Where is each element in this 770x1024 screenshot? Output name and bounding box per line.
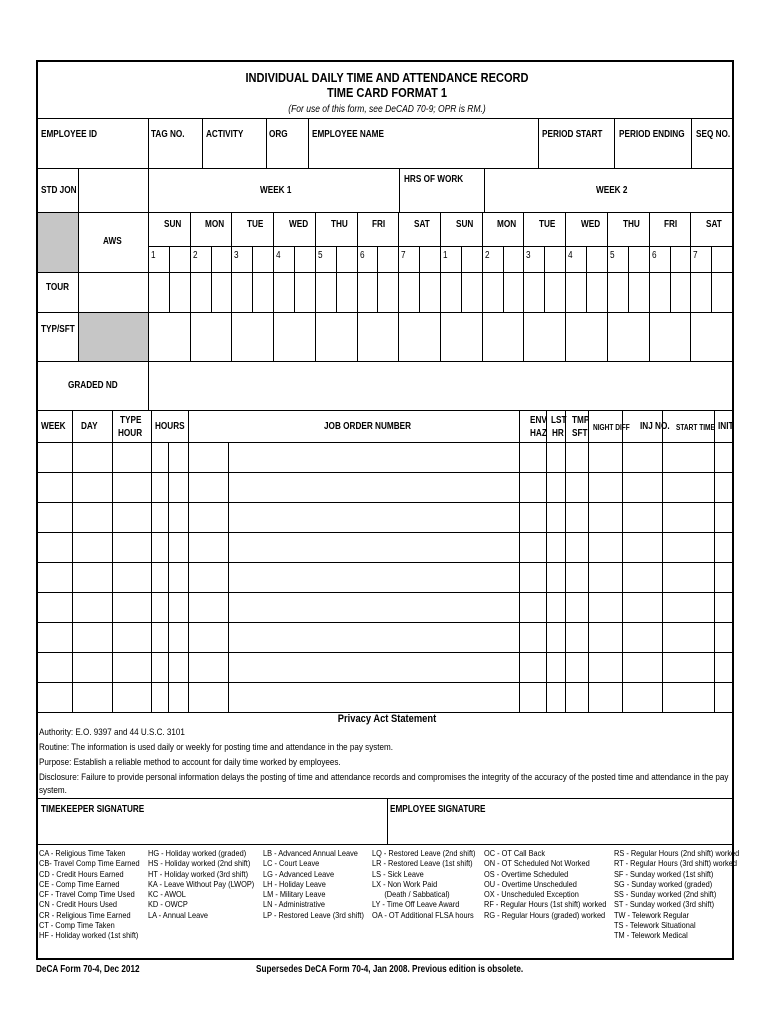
init-col-header: INIT — [718, 421, 734, 432]
graded-nd-cell-6[interactable] — [358, 362, 398, 409]
detail-entry-row-1[interactable] — [38, 443, 732, 472]
day-number-2: 2 — [192, 250, 198, 261]
timekeeper-signature-label: TIMEKEEPER SIGNATURE — [41, 804, 145, 815]
org-label: ORG — [269, 129, 288, 140]
employee-id-label: EMPLOYEE ID — [41, 129, 98, 140]
period-start-label: PERIOD START — [542, 129, 603, 140]
typ-sft-cell-10[interactable] — [524, 313, 564, 360]
grid-divider — [148, 361, 149, 410]
tour-cell-10[interactable] — [524, 273, 564, 311]
week2-label: WEEK 2 — [596, 185, 628, 196]
code-entry: LX - Non Work Paid — [372, 878, 438, 889]
day-number-3: 3 — [234, 250, 239, 261]
typ-sft-cell-7[interactable] — [399, 313, 439, 360]
code-entry: CR - Religious Time Earned — [39, 909, 131, 920]
code-entry: SS - Sunday worked (2nd shift) — [614, 889, 717, 900]
day-number-7: 7 — [401, 250, 406, 261]
tour-cell-12[interactable] — [608, 273, 648, 311]
code-entry: LS - Sick Leave — [372, 868, 424, 879]
period-start-field[interactable] — [539, 119, 614, 168]
activity-label: ACTIVITY — [206, 129, 244, 140]
tour-cell-5[interactable] — [316, 273, 356, 311]
code-entry: RT - Regular Hours (3rd shift) worked — [614, 858, 737, 869]
graded-nd-cell-7[interactable] — [399, 362, 439, 409]
day-name-8: SUN — [455, 219, 474, 230]
code-entry: LG - Advanced Leave — [263, 868, 335, 879]
typ-sft-cell-1[interactable] — [149, 313, 189, 360]
code-entry: TM - Telework Medical — [614, 930, 688, 941]
detail-entry-row-8[interactable] — [38, 653, 732, 682]
job-order-number-col-header: JOB ORDER NUMBER — [324, 421, 412, 432]
typ-sft-cell-6[interactable] — [358, 313, 398, 360]
day-name-10: TUE — [539, 219, 556, 230]
code-entry: KC - AWOL — [148, 889, 186, 900]
env-haz-col-header-line2: HAZ — [530, 428, 547, 439]
env-haz-col-header-line1: ENV — [530, 415, 547, 426]
privacy-disclosure-cont: system. — [39, 785, 67, 796]
typ-sft-cell-5[interactable] — [316, 313, 356, 360]
tmp-sft-col-header-line2: SFT — [572, 428, 588, 439]
tour-cell-3[interactable] — [232, 273, 272, 311]
day-col-header: DAY — [81, 421, 98, 432]
code-entry: OA - OT Additional FLSA hours — [372, 909, 474, 920]
day-name-14: SAT — [706, 219, 722, 230]
usage-note: (For use of this form, see DeCAD 70-9; OPR is RM.) — [288, 104, 486, 115]
code-entry: OS - Overtime Scheduled — [484, 868, 569, 879]
week1-label: WEEK 1 — [260, 185, 292, 196]
code-entry: CN - Credit Hours Used — [39, 899, 118, 910]
detail-entry-row-7[interactable] — [38, 623, 732, 652]
code-entry: OX - Unscheduled Exception — [484, 889, 579, 900]
privacy-routine: Routine: The information is used daily or weekly for posting time and attendance in the pay system. — [39, 742, 393, 753]
tour-cell-8[interactable] — [441, 273, 481, 311]
graded-nd-cell-10[interactable] — [524, 362, 564, 409]
code-entry: TW - Telework Regular — [614, 909, 690, 920]
activity-field[interactable] — [203, 119, 266, 168]
code-entry: TS - Telework Situational — [614, 920, 696, 931]
code-entry: LY - Time Off Leave Award — [372, 899, 460, 910]
graded-nd-cell-5[interactable] — [316, 362, 356, 409]
code-entry: (Death / Sabbatical) — [372, 889, 450, 900]
code-entry: OU - Overtime Unscheduled — [484, 878, 577, 889]
code-entry: CF - Travel Comp Time Used — [39, 889, 135, 900]
lst-hr-col-header-line1: LST — [551, 415, 567, 426]
code-entry: RF - Regular Hours (1st shift) worked — [484, 899, 607, 910]
graded-nd-cell-8[interactable] — [441, 362, 481, 409]
codes-column-2 — [148, 848, 254, 920]
graded-nd-cell-14[interactable] — [691, 362, 731, 409]
week-col-header: WEEK — [41, 421, 66, 432]
codes-column-6 — [614, 848, 739, 941]
day-number-13: 6 — [651, 250, 657, 261]
day-number-14: 7 — [693, 250, 698, 261]
supersedes-note: Supersedes DeCA Form 70-4, Jan 2008. Previous edition is obsolete. — [256, 964, 524, 975]
tour-cell-2[interactable] — [191, 273, 231, 311]
code-entry: KA - Leave Without Pay (LWOP) — [148, 878, 255, 889]
detail-entry-row-6[interactable] — [38, 593, 732, 622]
code-entry: CD - Credit Hours Earned — [39, 868, 124, 879]
employee-id-field[interactable] — [38, 119, 148, 168]
graded-nd-cell-13[interactable] — [650, 362, 690, 409]
typ-sft-label: TYP/SFT — [41, 324, 75, 335]
form-title: INDIVIDUAL DAILY TIME AND ATTENDANCE RECORD — [245, 70, 529, 85]
hours-col-header: HOURS — [155, 421, 185, 432]
day-number-8: 1 — [443, 250, 448, 261]
detail-entry-row-5[interactable] — [38, 563, 732, 592]
day-name-11: WED — [580, 219, 601, 230]
code-entry: SG - Sunday worked (graded) — [614, 878, 713, 889]
privacy-purpose: Purpose: Establish a reliable method to account for daily time worked by employees. — [39, 757, 341, 768]
typ-sft-cell-9[interactable] — [483, 313, 523, 360]
day-name-3: TUE — [247, 219, 264, 230]
day-name-12: THU — [622, 219, 640, 230]
code-entry: CE - Comp Time Earned — [39, 878, 120, 889]
privacy-heading: Privacy Act Statement — [337, 713, 437, 725]
graded-nd-cell-1[interactable] — [149, 362, 189, 409]
day-number-12: 5 — [609, 250, 615, 261]
org-field[interactable] — [267, 119, 308, 168]
codes-column-4 — [372, 848, 476, 920]
code-entry: CT - Comp Time Taken — [39, 920, 115, 931]
typ-sft-cell-4[interactable] — [274, 313, 314, 360]
day-name-4: WED — [288, 219, 309, 230]
tour-cell-14[interactable] — [691, 273, 731, 311]
code-entry: RS - Regular Hours (2nd shift) worked — [614, 848, 740, 858]
day-name-13: FRI — [664, 219, 678, 230]
day-number-4: 4 — [276, 250, 281, 261]
std-jon-label: STD JON — [41, 185, 77, 196]
grid-divider — [148, 246, 732, 247]
tour-cell-7[interactable] — [399, 273, 439, 311]
day-name-1: SUN — [163, 219, 182, 230]
detail-entry-row-9[interactable] — [38, 683, 732, 712]
graded-nd-cell-9[interactable] — [483, 362, 523, 409]
shaded-cell — [38, 213, 78, 272]
privacy-authority: Authority: E.O. 9397 and 44 U.S.C. 3101 — [39, 727, 185, 738]
code-entry: HF - Holiday worked (1st shift) — [39, 930, 139, 941]
day-name-7: SAT — [414, 219, 430, 230]
code-entry: SF - Sunday worked (1st shift) — [614, 868, 714, 879]
day-number-5: 5 — [317, 250, 323, 261]
code-entry: KD - OWCP — [148, 899, 188, 910]
form-subtitle: TIME CARD FORMAT 1 — [326, 85, 448, 100]
inj-no-col-header: INJ NO. — [640, 421, 670, 432]
day-name-2: MON — [205, 219, 225, 230]
tour-label: TOUR — [46, 282, 70, 293]
graded-nd-cell-4[interactable] — [274, 362, 314, 409]
tag-no-label: TAG NO. — [151, 129, 185, 140]
graded-nd-cell-12[interactable] — [608, 362, 648, 409]
type-hour-col-header-line2: HOUR — [118, 428, 143, 439]
typ-sft-cell-11[interactable] — [566, 313, 606, 360]
codes-column-5 — [484, 848, 606, 920]
graded-nd-cell-11[interactable] — [566, 362, 606, 409]
typ-sft-cell-14[interactable] — [691, 313, 731, 360]
type-hour-col-header-line1: TYPE — [120, 415, 142, 426]
code-entry: OC - OT Call Back — [484, 848, 546, 858]
code-entry: CB- Travel Comp Time Earned — [39, 858, 140, 869]
detail-entry-row-4[interactable] — [38, 533, 732, 562]
graded-nd-cell-2[interactable] — [191, 362, 231, 409]
detail-entry-row-2[interactable] — [38, 473, 732, 502]
employee-signature-field[interactable] — [388, 818, 732, 844]
codes-column-3 — [263, 848, 364, 920]
night-diff-col-header: NIGHT DIFF — [593, 423, 630, 432]
seq-no-field[interactable] — [692, 119, 732, 168]
code-entry: HS - Holiday worked (2nd shift) — [148, 858, 251, 869]
tour-cell-1[interactable] — [149, 273, 189, 311]
tmp-sft-col-header-line1: TMP — [572, 415, 590, 426]
tour-cell-9[interactable] — [483, 273, 523, 311]
aws-label: AWS — [103, 236, 122, 247]
period-ending-field[interactable] — [615, 119, 691, 168]
code-entry: ST - Sunday worked (3rd shift) — [614, 899, 715, 910]
seq-no-label: SEQ NO. — [696, 129, 731, 140]
code-entry: LM - Military Leave — [263, 889, 326, 900]
code-entry: ON - OT Scheduled Not Worked — [484, 858, 590, 869]
code-entry: RG - Regular Hours (graded) worked — [484, 909, 606, 920]
period-ending-label: PERIOD ENDING — [619, 129, 685, 140]
tour-cell-11[interactable] — [566, 273, 606, 311]
day-number-11: 4 — [568, 250, 573, 261]
code-entry: HT - Holiday worked (3rd shift) — [148, 868, 249, 879]
codes-column-1 — [39, 848, 140, 941]
shaded-cell — [79, 313, 148, 361]
lst-hr-col-header-line2: HR — [552, 428, 564, 439]
code-entry: LP - Restored Leave (3rd shift) — [263, 909, 364, 920]
day-name-5: THU — [330, 219, 348, 230]
code-entry: LQ - Restored Leave (2nd shift) — [372, 848, 476, 858]
privacy-disclosure: Disclosure: Failure to provide personal information delays the posting of time and attendance records and compromises the integrity of the accuracy of the posted time and attendance in the pay — [39, 772, 729, 783]
typ-sft-cell-3[interactable] — [232, 313, 272, 360]
detail-entry-row-3[interactable] — [38, 503, 732, 532]
tour-cell-4[interactable] — [274, 273, 314, 311]
typ-sft-cell-8[interactable] — [441, 313, 481, 360]
day-name-6: FRI — [372, 219, 386, 230]
day-number-9: 2 — [484, 250, 490, 261]
typ-sft-cell-12[interactable] — [608, 313, 648, 360]
day-number-10: 3 — [526, 250, 532, 261]
tour-cell-13[interactable] — [650, 273, 690, 311]
typ-sft-cell-13[interactable] — [650, 313, 690, 360]
graded-nd-cell-3[interactable] — [232, 362, 272, 409]
code-entry: LC - Court Leave — [263, 858, 320, 869]
day-name-9: MON — [497, 219, 517, 230]
timekeeper-signature-field[interactable] — [38, 818, 387, 844]
tour-cell-6[interactable] — [358, 273, 398, 311]
code-entry: CA - Religious Time Taken — [39, 848, 126, 858]
typ-sft-cell-2[interactable] — [191, 313, 231, 360]
day-number-1: 1 — [151, 250, 156, 261]
std-jon-field[interactable] — [79, 169, 148, 212]
code-entry: LN - Administrative — [263, 899, 326, 910]
code-entry: LB - Advanced Annual Leave — [263, 848, 358, 858]
code-entry: LA - Annual Leave — [148, 909, 208, 920]
employee-name-field[interactable] — [309, 119, 538, 168]
employee-name-label: EMPLOYEE NAME — [312, 129, 384, 140]
code-entry: LR - Restored Leave (1st shift) — [372, 858, 473, 869]
tag-no-field[interactable] — [149, 119, 202, 168]
hrs-of-work-label: HRS OF WORK — [404, 174, 464, 185]
day-number-6: 6 — [359, 250, 365, 261]
employee-signature-label: EMPLOYEE SIGNATURE — [390, 804, 486, 815]
time-card-form — [36, 60, 740, 960]
graded-nd-label: GRADED ND — [68, 380, 118, 391]
code-entry: LH - Holiday Leave — [263, 878, 326, 889]
form-id: DeCA Form 70-4, Dec 2012 — [36, 964, 140, 975]
start-time-col-header: START TIME — [676, 423, 715, 432]
code-entry: HG - Holiday worked (graded) — [148, 848, 247, 858]
